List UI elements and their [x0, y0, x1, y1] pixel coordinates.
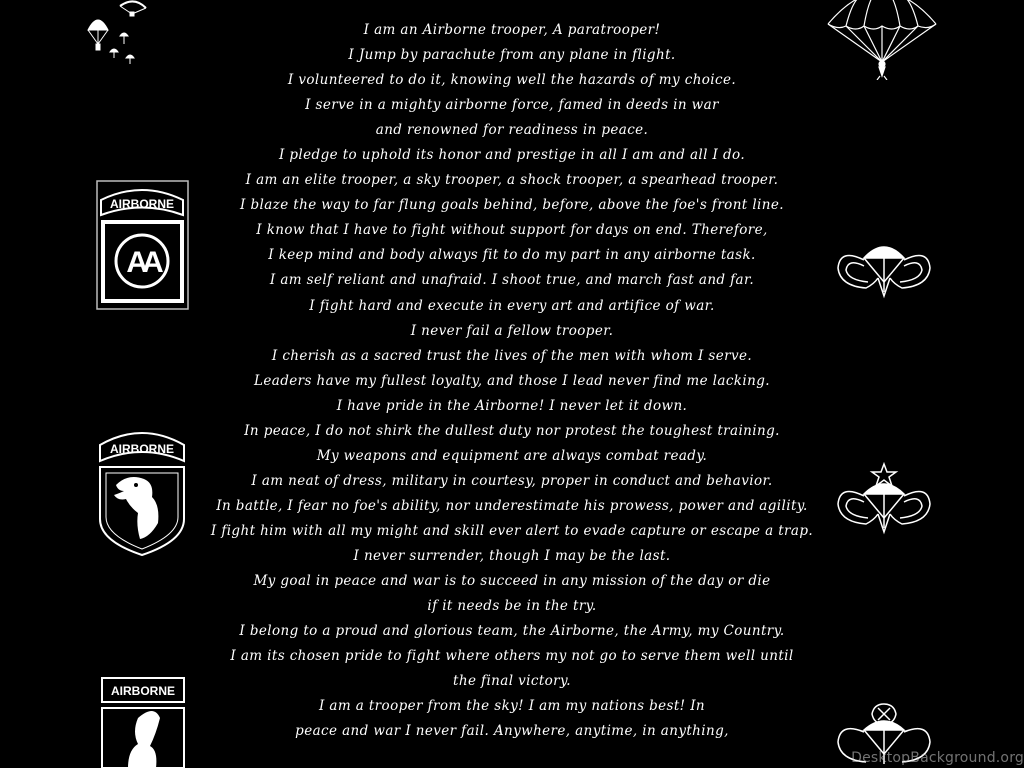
creed-line: I pledge to uphold its honor and prestige in all I am and all I do. — [278, 147, 746, 164]
airborne-82nd-tab: AIRBORNE — [109, 197, 175, 211]
watermark: DesktopBackground.org — [851, 750, 1024, 766]
creed-line: In battle, I fear no foe's ability, nor underestimate his prowess, power and agility. — [216, 497, 808, 514]
creed-line: I am self reliant and unafraid. I shoot true, and march fast and far. — [269, 272, 755, 289]
creed-line: and renowned for readiness in peace. — [375, 122, 649, 139]
creed-line: I am an Airborne trooper, A paratrooper! — [363, 22, 661, 38]
jump-wings-senior-icon — [834, 462, 934, 538]
airborne-101st-tab: AIRBORNE — [109, 442, 175, 456]
airborne-creed — [200, 18, 824, 744]
creed-line: I serve in a mighty airborne force, famed in deeds in war — [305, 97, 719, 114]
creed-line: I know that I have to fight without support for days on end. Therefore, — [256, 222, 768, 239]
creed-line: I volunteered to do it, knowing well the hazards of my choice. — [287, 72, 737, 89]
creed-line: I never surrender, though I may be the last. — [353, 547, 671, 564]
parachutists-icon — [80, 0, 170, 70]
airborne-173rd-patch-icon — [98, 674, 188, 768]
creed-line: I am a trooper from the sky! I am my nations best! In — [318, 698, 706, 715]
creed-line: if it needs be in the try. — [427, 598, 597, 615]
creed-line: the final victory. — [453, 673, 571, 690]
airborne-173rd-tab: AIRBORNE — [110, 684, 176, 698]
creed-line: I Jump by parachute from any plane in flight. — [348, 47, 676, 64]
creed-line: I blaze the way to far flung goals behind, before, above the foe's front line. — [240, 197, 784, 214]
airborne-82nd-monogram: AA — [126, 246, 158, 279]
jump-wings-basic-icon — [834, 238, 934, 302]
creed-line: I belong to a proud and glorious team, the Airborne, the Army, my Country. — [239, 623, 785, 640]
airborne-82nd-patch-icon — [96, 180, 190, 312]
creed-line: I cherish as a sacred trust the lives of the men with whom I serve. — [271, 347, 753, 364]
creed-line: I never fail a fellow trooper. — [410, 322, 614, 339]
creed-line: I am its chosen pride to fight where others my not go to serve them well until — [230, 648, 794, 665]
creed-line: In peace, I do not shirk the dullest duty nor protest the toughest training. — [244, 422, 780, 439]
creed-line: My goal in peace and war is to succeed in any mission of the day or die — [253, 573, 771, 590]
creed-line: I have pride in the Airborne! I never let it down. — [336, 397, 688, 414]
creed-line: I keep mind and body always fit to do my part in any airborne task. — [268, 247, 756, 264]
airborne-101st-patch-icon — [96, 425, 188, 559]
creed-line: peace and war I never fail. Anywhere, anytime, in anything, — [295, 723, 729, 740]
creed-line: Leaders have my fullest loyalty, and those I lead never find me lacking. — [254, 372, 770, 389]
creed-line: My weapons and equipment are always combat ready. — [316, 447, 708, 464]
creed-line: I am neat of dress, military in courtesy, proper in conduct and behavior. — [251, 472, 773, 489]
parachute-icon — [826, 0, 938, 80]
creed-line: I fight him with all my might and skill ever alert to evade capture or escape a trap. — [210, 522, 814, 539]
creed-line: I fight hard and execute in every art and artifice of war. — [309, 297, 715, 314]
creed-line: I am an elite trooper, a sky trooper, a shock trooper, a spearhead trooper. — [245, 172, 779, 189]
